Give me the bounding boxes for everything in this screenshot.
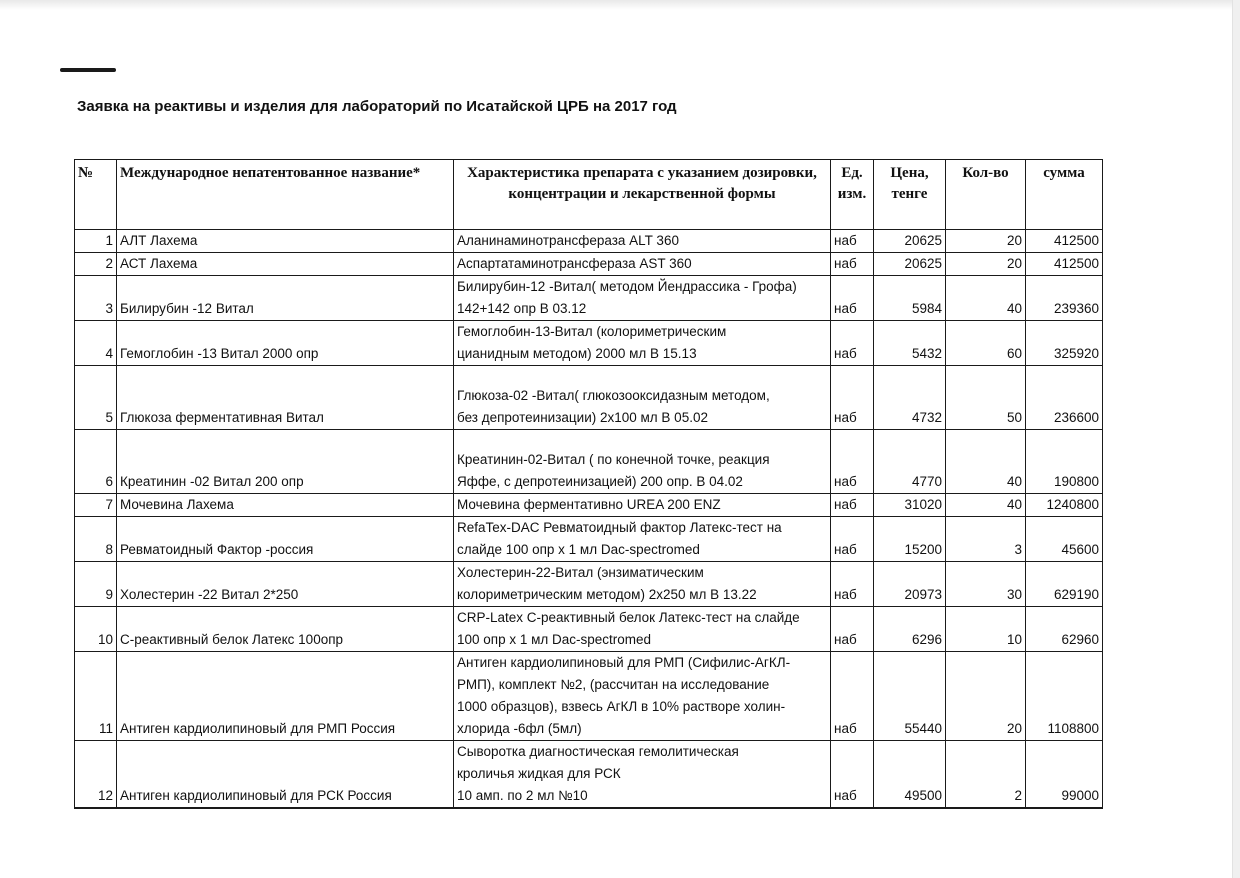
row-number: 8 bbox=[75, 517, 117, 562]
request-table bbox=[74, 159, 1103, 809]
row-characteristic: Антиген кардиолипиновый для РМП (Сифилис-АгКЛ- РМП), комплект №2, (рассчитан на исследование 1000 образцов), взвесь АгКЛ в 10% растворе холин- хлорида -6фл (5мл) bbox=[454, 652, 831, 741]
row-qty: 3 bbox=[946, 517, 1026, 562]
row-sum: 412500 bbox=[1026, 253, 1103, 276]
row-name: Холестерин -22 Витал 2*250 bbox=[117, 562, 454, 607]
row-characteristic: CRP-Latex С-реактивный белок Латекс-тест на слайде 100 опр х 1 мл Dac-spectromed bbox=[454, 607, 831, 652]
row-name: АЛТ Лахема bbox=[117, 230, 454, 253]
table-row bbox=[75, 652, 1103, 741]
table-row bbox=[75, 230, 1103, 253]
table-header-row bbox=[75, 160, 1103, 230]
row-name: АСТ Лахема bbox=[117, 253, 454, 276]
row-name: Антиген кардиолипиновый для РМП Россия bbox=[117, 652, 454, 741]
table-row bbox=[75, 430, 1103, 494]
row-unit: наб bbox=[831, 430, 874, 494]
header-unit: Ед. изм. bbox=[831, 160, 874, 230]
table-row bbox=[75, 253, 1103, 276]
row-characteristic: Билирубин-12 -Витал( методом Йендрассика - Грофа) 142+142 опр В 03.12 bbox=[454, 276, 831, 321]
row-number: 4 bbox=[75, 321, 117, 366]
row-qty: 2 bbox=[946, 741, 1026, 809]
row-sum: 325920 bbox=[1026, 321, 1103, 366]
row-price: 5984 bbox=[874, 276, 946, 321]
row-name: С-реактивный белок Латекс 100опр bbox=[117, 607, 454, 652]
table-row bbox=[75, 517, 1103, 562]
row-qty: 10 bbox=[946, 607, 1026, 652]
row-unit: наб bbox=[831, 741, 874, 809]
table-row bbox=[75, 366, 1103, 430]
row-unit: наб bbox=[831, 321, 874, 366]
scan-top-shade bbox=[0, 0, 1232, 10]
row-unit: наб bbox=[831, 494, 874, 517]
row-qty: 50 bbox=[946, 366, 1026, 430]
table-row bbox=[75, 321, 1103, 366]
row-unit: наб bbox=[831, 517, 874, 562]
row-price: 49500 bbox=[874, 741, 946, 809]
row-number: 6 bbox=[75, 430, 117, 494]
row-sum: 412500 bbox=[1026, 230, 1103, 253]
row-sum: 629190 bbox=[1026, 562, 1103, 607]
row-qty: 40 bbox=[946, 494, 1026, 517]
row-sum: 1240800 bbox=[1026, 494, 1103, 517]
row-number: 7 bbox=[75, 494, 117, 517]
row-unit: наб bbox=[831, 607, 874, 652]
table-row bbox=[75, 276, 1103, 321]
row-number: 9 bbox=[75, 562, 117, 607]
row-qty: 40 bbox=[946, 430, 1026, 494]
row-qty: 20 bbox=[946, 230, 1026, 253]
row-name: Ревматоидный Фактор -россия bbox=[117, 517, 454, 562]
header-sum: сумма bbox=[1026, 160, 1103, 230]
row-name: Билирубин -12 Витал bbox=[117, 276, 454, 321]
row-characteristic: Глюкоза-02 -Витал( глюкозооксидазным методом, без депротеинизации) 2х100 мл В 05.02 bbox=[454, 366, 831, 430]
row-price: 15200 bbox=[874, 517, 946, 562]
row-sum: 1108800 bbox=[1026, 652, 1103, 741]
row-price: 20625 bbox=[874, 253, 946, 276]
row-number: 10 bbox=[75, 607, 117, 652]
row-number: 12 bbox=[75, 741, 117, 809]
row-price: 31020 bbox=[874, 494, 946, 517]
row-number: 11 bbox=[75, 652, 117, 741]
row-characteristic: Холестерин-22-Витал (энзиматическим колориметрическим методом) 2х250 мл В 13.22 bbox=[454, 562, 831, 607]
row-sum: 239360 bbox=[1026, 276, 1103, 321]
row-price: 5432 bbox=[874, 321, 946, 366]
table-row bbox=[75, 741, 1103, 809]
row-price: 20973 bbox=[874, 562, 946, 607]
row-number: 3 bbox=[75, 276, 117, 321]
header-no: № bbox=[75, 160, 117, 230]
row-characteristic: Мочевина ферментативно UREA 200 ENZ bbox=[454, 494, 831, 517]
row-sum: 99000 bbox=[1026, 741, 1103, 809]
header-price: Цена, тенге bbox=[874, 160, 946, 230]
row-price: 4732 bbox=[874, 366, 946, 430]
row-unit: наб bbox=[831, 366, 874, 430]
table-body bbox=[75, 230, 1103, 809]
row-characteristic: RefaTex-DAC Ревматоидный фактор Латекс-тест на слайде 100 опр х 1 мл Dac-spectromed bbox=[454, 517, 831, 562]
table-row bbox=[75, 607, 1103, 652]
row-sum: 236600 bbox=[1026, 366, 1103, 430]
row-qty: 20 bbox=[946, 253, 1026, 276]
row-unit: наб bbox=[831, 652, 874, 741]
row-name: Глюкоза ферментативная Витал bbox=[117, 366, 454, 430]
row-price: 4770 bbox=[874, 430, 946, 494]
page-edge bbox=[1232, 0, 1240, 878]
row-qty: 40 bbox=[946, 276, 1026, 321]
row-characteristic: Гемоглобин-13-Витал (колориметрическим цианидным методом) 2000 мл В 15.13 bbox=[454, 321, 831, 366]
row-unit: наб bbox=[831, 230, 874, 253]
row-number: 1 bbox=[75, 230, 117, 253]
row-name: Креатинин -02 Витал 200 опр bbox=[117, 430, 454, 494]
row-sum: 45600 bbox=[1026, 517, 1103, 562]
row-unit: наб bbox=[831, 562, 874, 607]
table-row bbox=[75, 494, 1103, 517]
row-price: 55440 bbox=[874, 652, 946, 741]
header-qty: Кол-во bbox=[946, 160, 1026, 230]
row-characteristic: Креатинин-02-Витал ( по конечной точке, реакция Яффе, с депротеинизацией) 200 опр. В 04.02 bbox=[454, 430, 831, 494]
row-characteristic: Сыворотка диагностическая гемолитическая кроличья жидкая для РСК 10 амп. по 2 мл №10 bbox=[454, 741, 831, 809]
row-name: Гемоглобин -13 Витал 2000 опр bbox=[117, 321, 454, 366]
row-unit: наб bbox=[831, 276, 874, 321]
row-price: 6296 bbox=[874, 607, 946, 652]
row-name: Мочевина Лахема bbox=[117, 494, 454, 517]
row-sum: 62960 bbox=[1026, 607, 1103, 652]
scan-mark bbox=[60, 68, 116, 72]
row-unit: наб bbox=[831, 253, 874, 276]
row-characteristic: Аланинаминотрансфераза ALT 360 bbox=[454, 230, 831, 253]
row-number: 5 bbox=[75, 366, 117, 430]
row-number: 2 bbox=[75, 253, 117, 276]
row-qty: 30 bbox=[946, 562, 1026, 607]
row-qty: 20 bbox=[946, 652, 1026, 741]
document-title: Заявка на реактивы и изделия для лабораторий по Исатайской ЦРБ на 2017 год bbox=[77, 98, 677, 115]
table-row bbox=[75, 562, 1103, 607]
row-price: 20625 bbox=[874, 230, 946, 253]
row-name: Антиген кардиолипиновый для РСК Россия bbox=[117, 741, 454, 809]
header-characteristic: Характеристика препарата с указанием дозировки, концентрации и лекарственной формы bbox=[454, 160, 831, 230]
row-sum: 190800 bbox=[1026, 430, 1103, 494]
row-qty: 60 bbox=[946, 321, 1026, 366]
header-name: Международное непатентованное название* bbox=[117, 160, 454, 230]
row-characteristic: Аспартатаминотрансфераза AST 360 bbox=[454, 253, 831, 276]
